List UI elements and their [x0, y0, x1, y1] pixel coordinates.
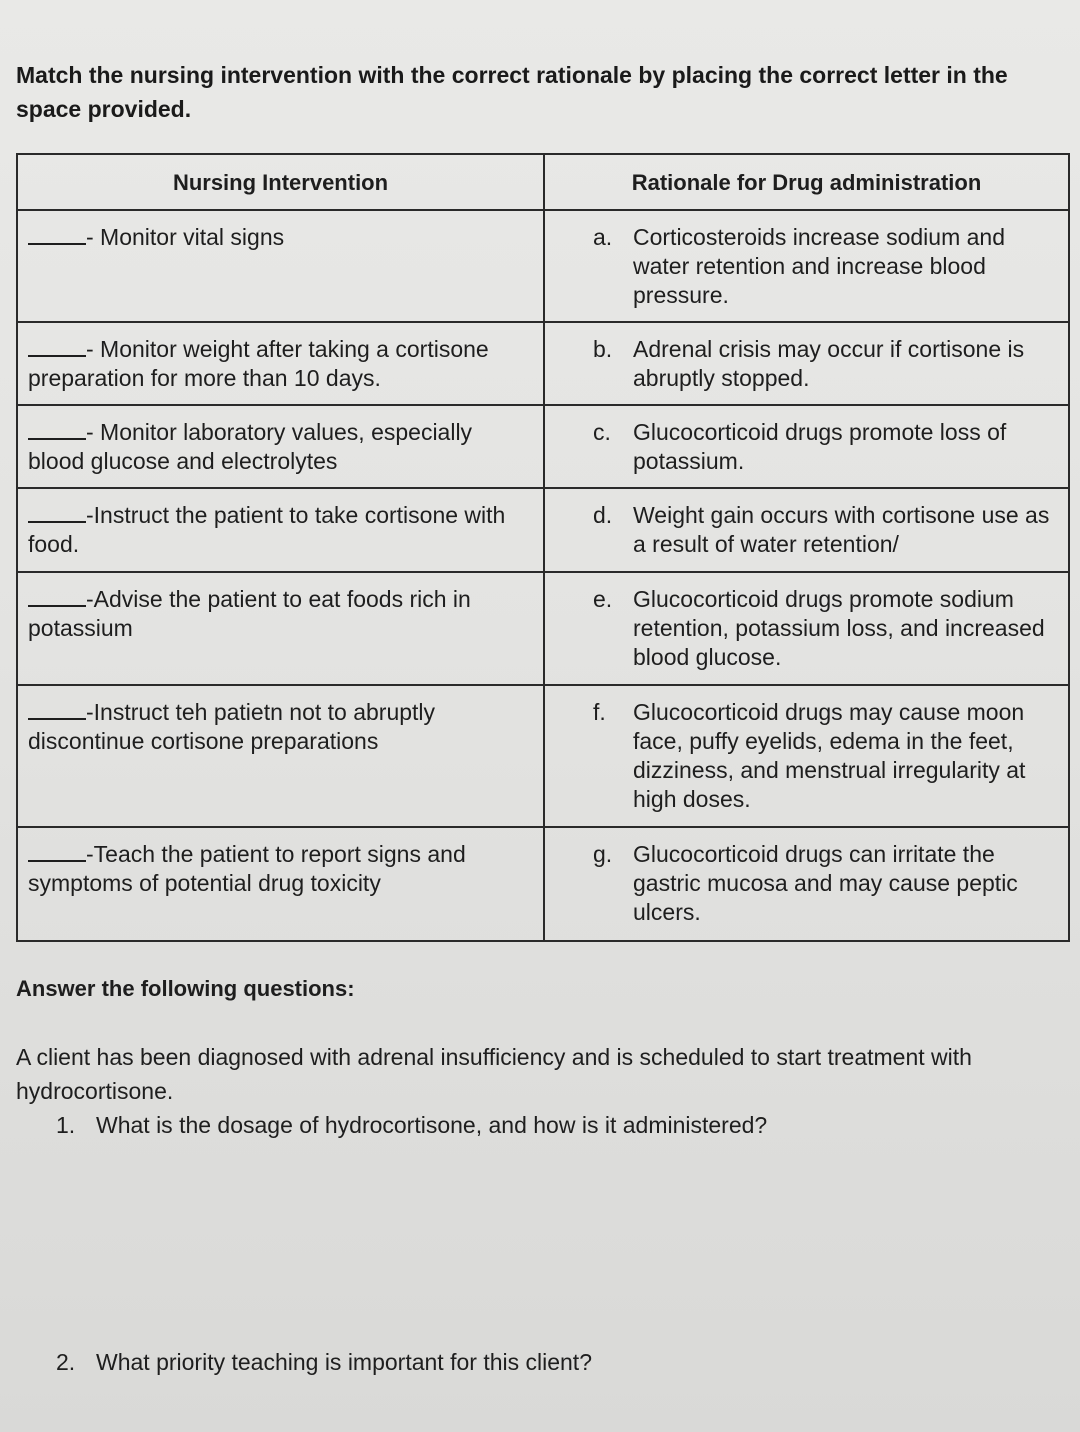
answer-heading: Answer the following questions:: [16, 976, 355, 1001]
intervention-text: -Instruct the patient to take cortisone with food.: [28, 502, 506, 557]
answer-blank[interactable]: [28, 227, 86, 245]
question-1: [56, 1110, 767, 1140]
header-nursing-intervention: Nursing Intervention: [17, 154, 544, 210]
rationale-letter: e.: [593, 586, 613, 612]
rationale-text: Glucocorticoid drugs can irritate the gastric mucosa and may cause peptic ulcers.: [633, 841, 1018, 925]
intervention-text: -Advise the patient to eat foods rich in potassium: [28, 586, 471, 641]
answer-blank[interactable]: [28, 339, 86, 357]
question-text: What is the dosage of hydrocortisone, and how is it administered?: [96, 1112, 768, 1138]
question-number: 2.: [56, 1349, 76, 1375]
scenario-text: A client has been diagnosed with adrenal insufficiency and is scheduled to start treatment with hydrocortisone.: [16, 1044, 972, 1104]
question-text: What priority teaching is important for this client?: [96, 1349, 592, 1375]
intervention-text: -Instruct teh patietn not to abruptly discontinue cortisone preparations: [28, 699, 436, 754]
rationale-text: Weight gain occurs with cortisone use as a result of water retention/: [633, 502, 1050, 557]
question-number: 1.: [56, 1112, 76, 1138]
rationale-cell: [544, 827, 1069, 941]
intervention-text: - Monitor vital signs: [86, 224, 285, 250]
rationale-cell: [544, 322, 1069, 405]
rationale-cell: [544, 572, 1069, 685]
answer-blank[interactable]: [28, 422, 86, 440]
rationale-cell: [544, 210, 1069, 322]
rationale-letter: b.: [593, 336, 613, 362]
intervention-cell: [17, 685, 544, 827]
intervention-cell: [17, 322, 544, 405]
rationale-letter: d.: [593, 502, 613, 528]
rationale-cell: [544, 405, 1069, 488]
table-row: [17, 827, 1069, 941]
table-row: [17, 322, 1069, 405]
header-rationale: Rationale for Drug administration: [544, 154, 1069, 210]
table-row: [17, 405, 1069, 488]
rationale-cell: [544, 685, 1069, 827]
intervention-cell: [17, 405, 544, 488]
instructions: Match the nursing intervention with the correct rationale by placing the correct letter in the space provided.: [16, 62, 1008, 122]
rationale-text: Glucocorticoid drugs may cause moon face, puffy eyelids, edema in the feet, dizziness, and menstrual irregularity at high doses.: [633, 699, 1026, 812]
intervention-cell: [17, 827, 544, 941]
rationale-text: Adrenal crisis may occur if cortisone is abruptly stopped.: [633, 336, 1025, 391]
table-row: [17, 210, 1069, 322]
rationale-letter: g.: [593, 841, 613, 867]
intervention-text: -Teach the patient to report signs and symptoms of potential drug toxicity: [28, 841, 466, 896]
table-row: [17, 572, 1069, 685]
intervention-text: - Monitor weight after taking a cortisone preparation for more than 10 days.: [28, 336, 489, 391]
intervention-cell: [17, 572, 544, 685]
rationale-letter: a.: [593, 224, 613, 250]
answer-blank[interactable]: [28, 844, 86, 862]
answer-blank[interactable]: [28, 589, 86, 607]
answer-blank[interactable]: [28, 505, 86, 523]
intervention-text: - Monitor laboratory values, especially blood glucose and electrolytes: [28, 419, 473, 474]
rationale-letter: f.: [593, 699, 606, 725]
answer-blank[interactable]: [28, 702, 86, 720]
rationale-text: Glucocorticoid drugs promote sodium retention, potassium loss, and increased blood glucose.: [633, 586, 1045, 670]
rationale-letter: c.: [593, 419, 611, 445]
intervention-cell: [17, 210, 544, 322]
rationale-text: Glucocorticoid drugs promote loss of potassium.: [633, 419, 1007, 474]
rationale-text: Corticosteroids increase sodium and water retention and increase blood pressure.: [633, 224, 1006, 308]
matching-table: [16, 153, 1070, 942]
question-2: [56, 1347, 592, 1377]
table-header-row: [17, 154, 1069, 210]
intervention-cell: [17, 488, 544, 572]
rationale-cell: [544, 488, 1069, 572]
table-row: [17, 685, 1069, 827]
table-row: [17, 488, 1069, 572]
